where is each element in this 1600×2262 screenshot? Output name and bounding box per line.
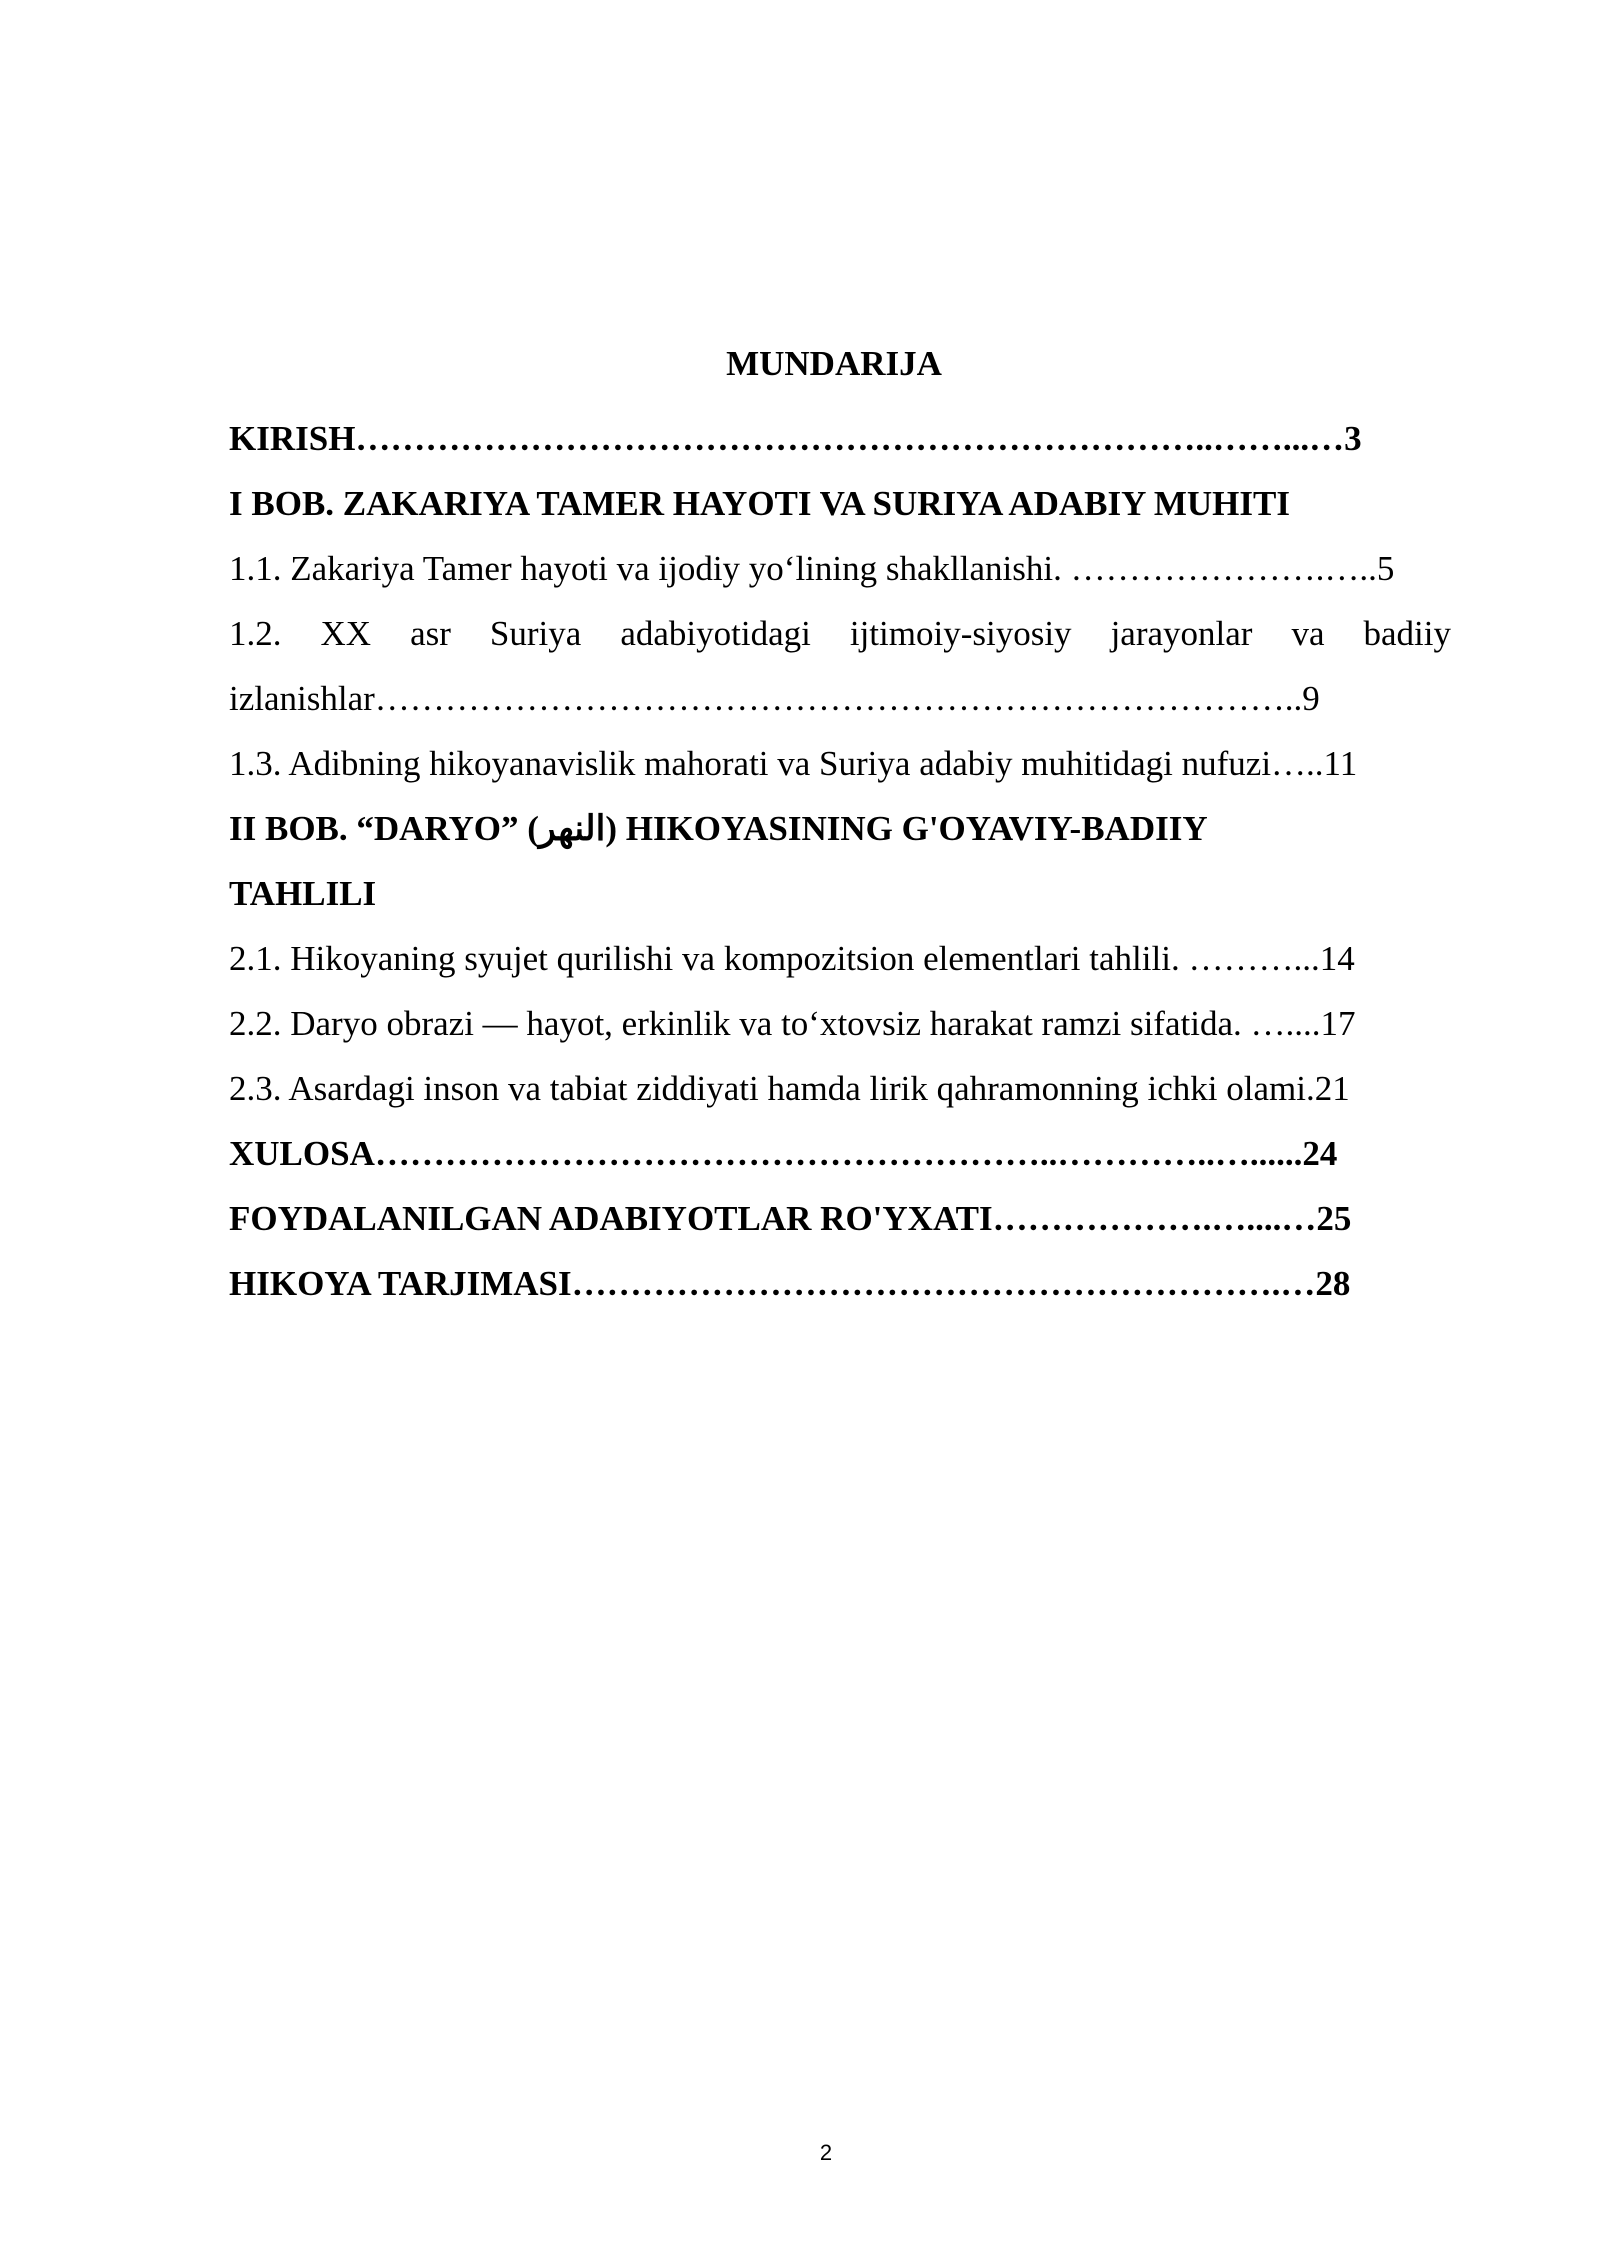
- toc-entry-1-3: 1.3. Adibning hikoyanavislik mahorati va Suriya adabiy muhitidagi nufuzi…..11: [229, 744, 1358, 783]
- toc-entry-xulosa: XULOSA…………………………………………………..…………..…......24: [229, 1134, 1338, 1173]
- toc-entry-2-3: 2.3. Asardagi inson va tabiat ziddiyati hamda lirik qahramonning ichki olami.21: [229, 1069, 1350, 1108]
- toc-entry-2-1: 2.1. Hikoyaning syujet qurilishi va kompozitsion elementlari tahlili. ………...14: [229, 939, 1355, 978]
- page-number: 2: [819, 2140, 833, 2165]
- toc-entry-1-2-line-2: izlanishlar……………………………………………………………………..9: [229, 679, 1320, 718]
- toc-entry-1-1: 1.1. Zakariya Tamer hayoti va ijodiy yo‘lining shakllanishi. ………………….…..5: [229, 549, 1395, 588]
- toc-chapter-2-heading-line-1: II BOB. “DARYO” (النهر) HIKOYASINING G'OYAVIY-BADIIY: [229, 809, 1208, 848]
- toc-entry-translation: HIKOYA TARJIMASI…………………………………………………….…28: [229, 1264, 1351, 1303]
- toc-entry-references: FOYDALANILGAN ADABIYOTLAR RO'YXATI……………….…....…25: [229, 1199, 1352, 1238]
- toc-chapter-1-heading: I BOB. ZAKARIYA TAMER HAYOTI VA SURIYA ADABIY MUHITI: [229, 484, 1290, 523]
- toc-entry-kirish: KIRISH………………………………………………………………..……...…3: [229, 419, 1362, 458]
- toc-entry-2-2: 2.2. Daryo obrazi — hayot, erkinlik va to‘xtovsiz harakat ramzi sifatida. …....17: [229, 1004, 1356, 1043]
- toc-chapter-2-heading-line-2: TAHLILI: [229, 874, 377, 913]
- table-of-contents: [229, 406, 1451, 1316]
- toc-entry-1-2-line-1: 1.2. XX asr Suriya adabiyotidagi ijtimoiy-siyosiy jarayonlar va badiiy: [229, 614, 1451, 653]
- page-title: MUNDARIJA: [726, 344, 942, 383]
